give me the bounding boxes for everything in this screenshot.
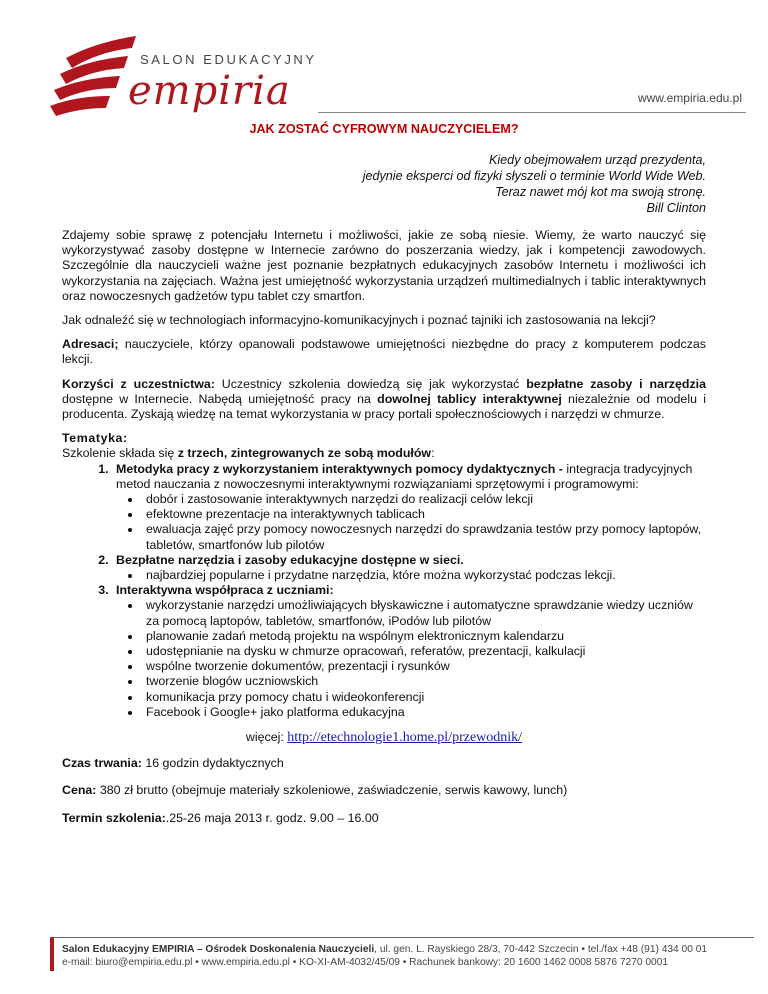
header-divider <box>318 112 746 113</box>
text: dostępne w Internecie. Nabędą umiejętność pracy na <box>62 391 378 406</box>
detail-line <box>62 783 706 798</box>
detail-value: 16 godzin dydaktycznych <box>141 756 284 771</box>
logo-wordmark: empiria <box>128 68 291 114</box>
list-item: • tworzenie blogów uczniowskich <box>142 674 706 689</box>
module-subitems <box>116 568 706 583</box>
list-item: • dobór i zastosowanie interaktywnych narzędzi do realizacji celów lekcji <box>142 492 706 507</box>
text: niezależnie od modelu i producenta. Zyskają wiedzę na temat wykorzystania w pracy portali społecznościowych i narzędzi w chmurze. <box>62 391 706 422</box>
bold-text: z trzech, zintegrowanych ze sobą modułów <box>177 446 432 461</box>
bold-text: Korzyści z uczestnictwa: <box>62 376 215 391</box>
footer-contact: e-mail: biuro@empiria.edu.pl • www.empiria.edu.pl • KO-XI-AM-4032/45/09 • Rachunek bankowy: 20 1600 1462 0008 5876 7270 0001 <box>62 957 669 968</box>
detail-label: Czas trwania: <box>62 756 142 771</box>
document-body <box>62 228 706 838</box>
more-line <box>62 729 706 746</box>
module-item <box>112 462 706 553</box>
module-description: integracja tradycyjnych metod nauczania z nowoczesnymi interaktywnymi rozwiązaniami sprzętowymi i programowymi: <box>116 461 693 491</box>
detail-label: Termin szkolenia: <box>62 810 166 825</box>
module-item <box>112 583 706 720</box>
quote-line: Teraz nawet mój kot ma swoją stronę. <box>495 185 706 199</box>
list-item: • udostępnianie na dysku w chmurze opracowań, referatów, prezentacji, kalkulacji <box>142 644 706 659</box>
footer-org: Salon Edukacyjny EMPIRIA – Ośrodek Doskonalenia Nauczycieli <box>62 944 375 955</box>
detail-line <box>62 756 706 771</box>
more-link[interactable]: http://etechnologie1.home.pl/przewodnik/ <box>287 730 523 746</box>
module-title: Interaktywna współpraca z uczniami: <box>116 583 334 598</box>
modules-list <box>62 462 706 720</box>
text: : <box>431 446 435 461</box>
detail-label: Cena: <box>62 783 97 798</box>
module-title: Bezpłatne narzędzia i zasoby edukacyjne dostępne w sieci. <box>116 552 464 567</box>
tematyka-intro <box>62 446 706 461</box>
module-item <box>112 553 706 583</box>
paragraph <box>62 228 706 304</box>
quote-line: jedynie eksperci od fizyki słyszeli o terminie World Wide Web. <box>362 169 706 183</box>
list-item: • efektowne prezentacje na interaktywnych tablicach <box>142 507 706 522</box>
detail-line <box>62 811 706 826</box>
tematyka-heading: Tematyka: <box>62 431 128 446</box>
text: Zdajemy sobie sprawę z potencjału Internetu i możliwości, jakie ze sobą niesie. Wiemy, że warto nauczyć się wykorzystywać zasoby dostępne w Internecie zarówno do poszerzania wiedzy, jak i kompetencji zawodowych. Szczególnie dla nauczycieli ważne jest poznanie bezpłatnych edukacyjnych zasobów Internetu i możliwości ich wykorzystania na zajęciach. Ważna jest umiejętność wykorzystania urządzeń multimedialnych i tablic interaktywnych oraz nowoczesnych gadżetów typu tablet czy smartfon. <box>62 228 706 303</box>
bold-text: bezpłatne zasoby i narzędzia <box>526 376 706 391</box>
quote-author: Bill Clinton <box>646 201 706 215</box>
module-title: Metodyka pracy z wykorzystaniem interaktywnych pomocy dydaktycznych - <box>116 461 567 476</box>
module-subitems <box>116 598 706 720</box>
list-item: • ewaluacja zajęć przy pomocy nowoczesnych narzędzi do sprawdzania testów przy pomocy laptopów, tabletów, smartfonów lub pilotów <box>142 522 706 552</box>
text: Jak odnaleźć się w technologiach informacyjno-komunikacyjnych i poznać tajniki ich zastosowania na lekcji? <box>62 313 656 328</box>
detail-value: 380 zł brutto (obejmuje materiały szkoleniowe, zaświadczenie, serwis kawowy, lunch) <box>96 783 568 798</box>
bold-text: Adresaci; <box>62 337 119 352</box>
more-label: więcej: <box>245 730 288 745</box>
text: nauczyciele, którzy opanowali podstawowe umiejętności niezbędne do pracy z komputerem podczas lekcji. <box>62 337 706 367</box>
page-title: JAK ZOSTAĆ CYFROWYM NAUCZYCIELEM? <box>249 122 519 136</box>
module-subitems <box>116 492 706 553</box>
logo-tagline: SALON EDUKACYJNY <box>140 52 317 67</box>
list-item: • Facebook i Google+ jako platforma edukacyjna <box>142 705 706 720</box>
text: Szkolenie składa się <box>62 446 178 461</box>
detail-value: .25-26 maja 2013 r. godz. 9.00 – 16.00 <box>165 810 379 825</box>
paragraph <box>62 337 706 367</box>
paragraph <box>62 377 706 423</box>
list-item: • planowanie zadań metodą projektu na wspólnym elektronicznym kalendarzu <box>142 629 706 644</box>
quote <box>363 152 706 216</box>
text: Uczestnicy szkolenia dowiedzą się jak wykorzystać <box>214 376 527 391</box>
footer-address: , ul. gen. L. Rayskiego 28/3, 70-442 Szczecin • tel./fax +48 (91) 434 00 01 <box>374 944 708 955</box>
bold-text: dowolnej tablicy interaktywnej <box>377 391 562 406</box>
list-item: • komunikacja przy pomocy chatu i wideokonferencji <box>142 690 706 705</box>
list-item: • wykorzystanie narzędzi umożliwiających błyskawiczne i automatyczne sprawdzanie wiedzy uczniów za pomocą laptopów, tabletów, smartfonów, iPodów lub pilotów <box>142 598 706 628</box>
header-url[interactable]: www.empiria.edu.pl <box>637 91 742 105</box>
quote-line: Kiedy obejmowałem urząd prezydenta, <box>488 153 706 167</box>
footer <box>50 937 754 971</box>
list-item: • wspólne tworzenie dokumentów, prezentacji i rysunków <box>142 659 706 674</box>
list-item: • najbardziej popularne i przydatne narzędzia, które można wykorzystać podczas lekcji. <box>142 568 706 583</box>
logo-emblem-icon <box>36 30 136 120</box>
empiria-logo <box>36 30 317 114</box>
paragraph <box>62 313 706 328</box>
